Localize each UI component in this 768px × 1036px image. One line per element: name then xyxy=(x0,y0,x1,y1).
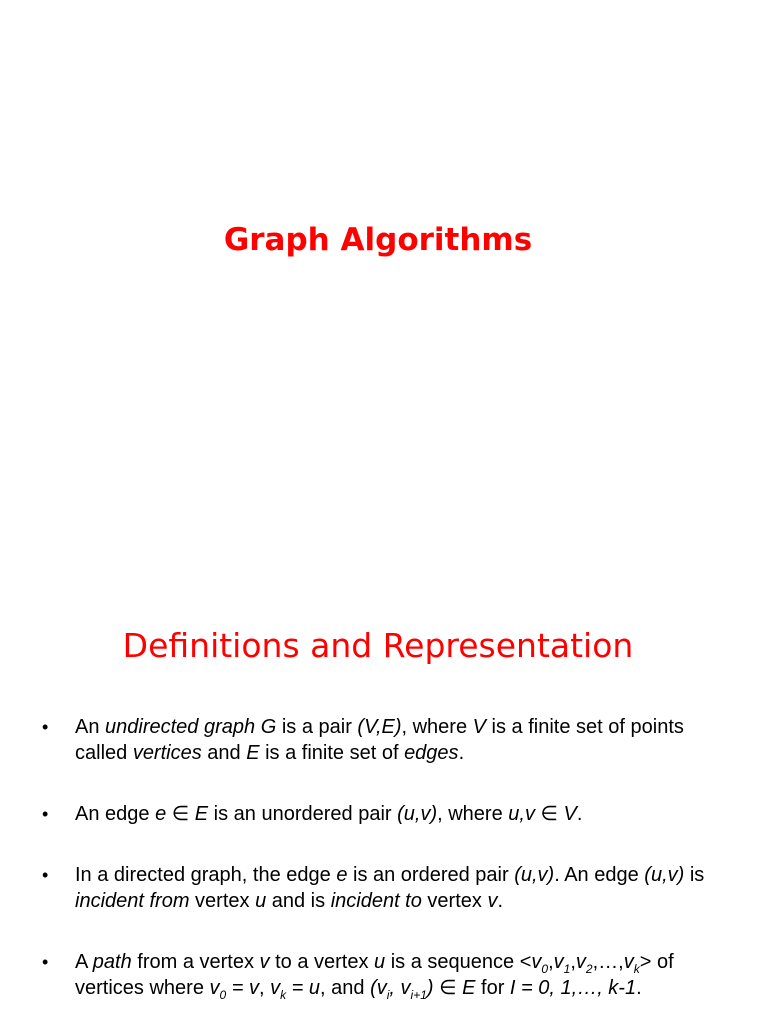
bullet-text-run: for xyxy=(475,977,510,999)
bullet-text-run: (V,E) xyxy=(357,716,402,738)
bullet-text-run: e xyxy=(155,803,167,825)
bullet-text-run: k xyxy=(633,962,640,976)
bullet-text-run: 1 xyxy=(563,962,571,976)
bullet-text-run: E xyxy=(462,977,476,999)
bullet-text-run: to a vertex xyxy=(269,951,375,973)
bullet-item xyxy=(0,801,768,827)
bullet-dot-icon: • xyxy=(42,952,49,972)
bullet-item xyxy=(0,862,768,914)
slide-heading: Definitions and Representation xyxy=(122,626,634,665)
bullet-text-run: E xyxy=(246,742,260,764)
bullet-text-run: incident to xyxy=(330,890,422,912)
bullet-text-run: u xyxy=(308,977,321,999)
bullet-text-run: , v xyxy=(389,977,411,999)
bullet-text-run: I = 0, 1,…, k-1 xyxy=(509,977,637,999)
bullet-text-run: (v xyxy=(370,977,387,999)
bullet-text-run: v xyxy=(209,977,220,999)
bullet-text-run: undirected graph G xyxy=(105,716,277,738)
bullet-text-run: v xyxy=(553,951,564,973)
bullet-text-run: = xyxy=(286,977,309,999)
bullet-text-run: edges xyxy=(404,742,459,764)
bullet-text-run: v xyxy=(259,951,270,973)
bullet-text-run: An edge xyxy=(75,803,156,825)
bullet-text-run: e xyxy=(336,864,348,886)
bullet-dot-icon: • xyxy=(42,717,49,737)
bullet-text-run: ∈ xyxy=(433,977,463,999)
bullet-text-run: , where xyxy=(437,803,509,825)
bullet-text-run: path xyxy=(92,951,132,973)
bullet-text-run: In a directed graph, the edge xyxy=(75,864,337,886)
bullet-text-run: = xyxy=(226,977,249,999)
bullet-text-run: , xyxy=(258,977,271,999)
bullet-text-run: incident from xyxy=(75,890,190,912)
bullet-text-run: is an ordered pair xyxy=(347,864,515,886)
bullet-text-run: is a pair xyxy=(276,716,358,738)
bullet-text-run: is a sequence < xyxy=(385,951,532,973)
bullet-text-run: is a finite set of xyxy=(259,742,405,764)
bullet-text-run: is xyxy=(684,864,705,886)
bullet-text-run: u xyxy=(255,890,267,912)
bullet-text-run: v xyxy=(575,951,586,973)
bullet-text-run: V xyxy=(472,716,486,738)
bullet-text-run: is a finite set of points called xyxy=(75,716,684,764)
bullet-text-run: (u,v) xyxy=(397,803,438,825)
bullet-text-run: . xyxy=(576,803,583,825)
bullet-text-run: 0 xyxy=(219,988,227,1002)
bullet-text-run: V xyxy=(563,803,577,825)
bullet-text-run: and xyxy=(201,742,247,764)
bullet-text-run: ∈ xyxy=(166,803,195,825)
bullet-text-run: i+1 xyxy=(410,988,427,1002)
bullet-text-run: ,…, xyxy=(592,951,624,973)
bullet-text-run: , xyxy=(548,951,554,973)
bullet-text-run: from a vertex xyxy=(131,951,260,973)
bullet-text-run: k xyxy=(280,988,287,1002)
bullet-text-run: (u,v) xyxy=(644,864,685,886)
bullet-dot-icon: • xyxy=(42,865,49,885)
slide-title: Graph Algorithms xyxy=(223,222,533,258)
bullet-text-run: (u,v) xyxy=(514,864,555,886)
bullet-text-run: A xyxy=(75,951,93,973)
bullet-list xyxy=(0,714,768,1036)
bullet-text-run: , where xyxy=(401,716,473,738)
bullet-text-run: An xyxy=(75,716,106,738)
bullet-text-run: i xyxy=(386,988,390,1002)
bullet-dot-icon: • xyxy=(42,804,49,824)
bullet-text-run: . xyxy=(497,890,503,912)
bullet-text-run: v xyxy=(248,977,259,999)
bullet-text-run: v xyxy=(623,951,634,973)
bullet-text-run: and is xyxy=(266,890,331,912)
bullet-text-run: , and xyxy=(320,977,371,999)
bullet-text-run: E xyxy=(194,803,209,825)
bullet-text-run: vertex xyxy=(189,890,256,912)
bullet-text-run: . An edge xyxy=(554,864,645,886)
bullet-text-run: . xyxy=(458,742,465,764)
bullet-text-run: ∈ xyxy=(534,803,564,825)
bullet-text-run: ) xyxy=(426,977,434,999)
bullet-text-run: vertex xyxy=(421,890,488,912)
bullet-text-run: 0 xyxy=(541,962,549,976)
bullet-item xyxy=(0,714,768,766)
bullet-text-run: v xyxy=(531,951,542,973)
bullet-text-run: vertices xyxy=(132,742,202,764)
definitions-slide xyxy=(0,540,768,1024)
bullet-text-run: is an unordered pair xyxy=(208,803,398,825)
bullet-text-run: . xyxy=(636,977,642,999)
bullet-text-run: u,v xyxy=(508,803,535,825)
bullet-text-run: , xyxy=(570,951,576,973)
bullet-text-run: 2 xyxy=(585,962,593,976)
bullet-item xyxy=(0,949,768,1001)
bullet-text-run: u xyxy=(374,951,386,973)
bullet-text-run: > of vertices where xyxy=(75,951,674,999)
bullet-text-run: v xyxy=(487,890,498,912)
bullet-text-run: v xyxy=(270,977,281,999)
